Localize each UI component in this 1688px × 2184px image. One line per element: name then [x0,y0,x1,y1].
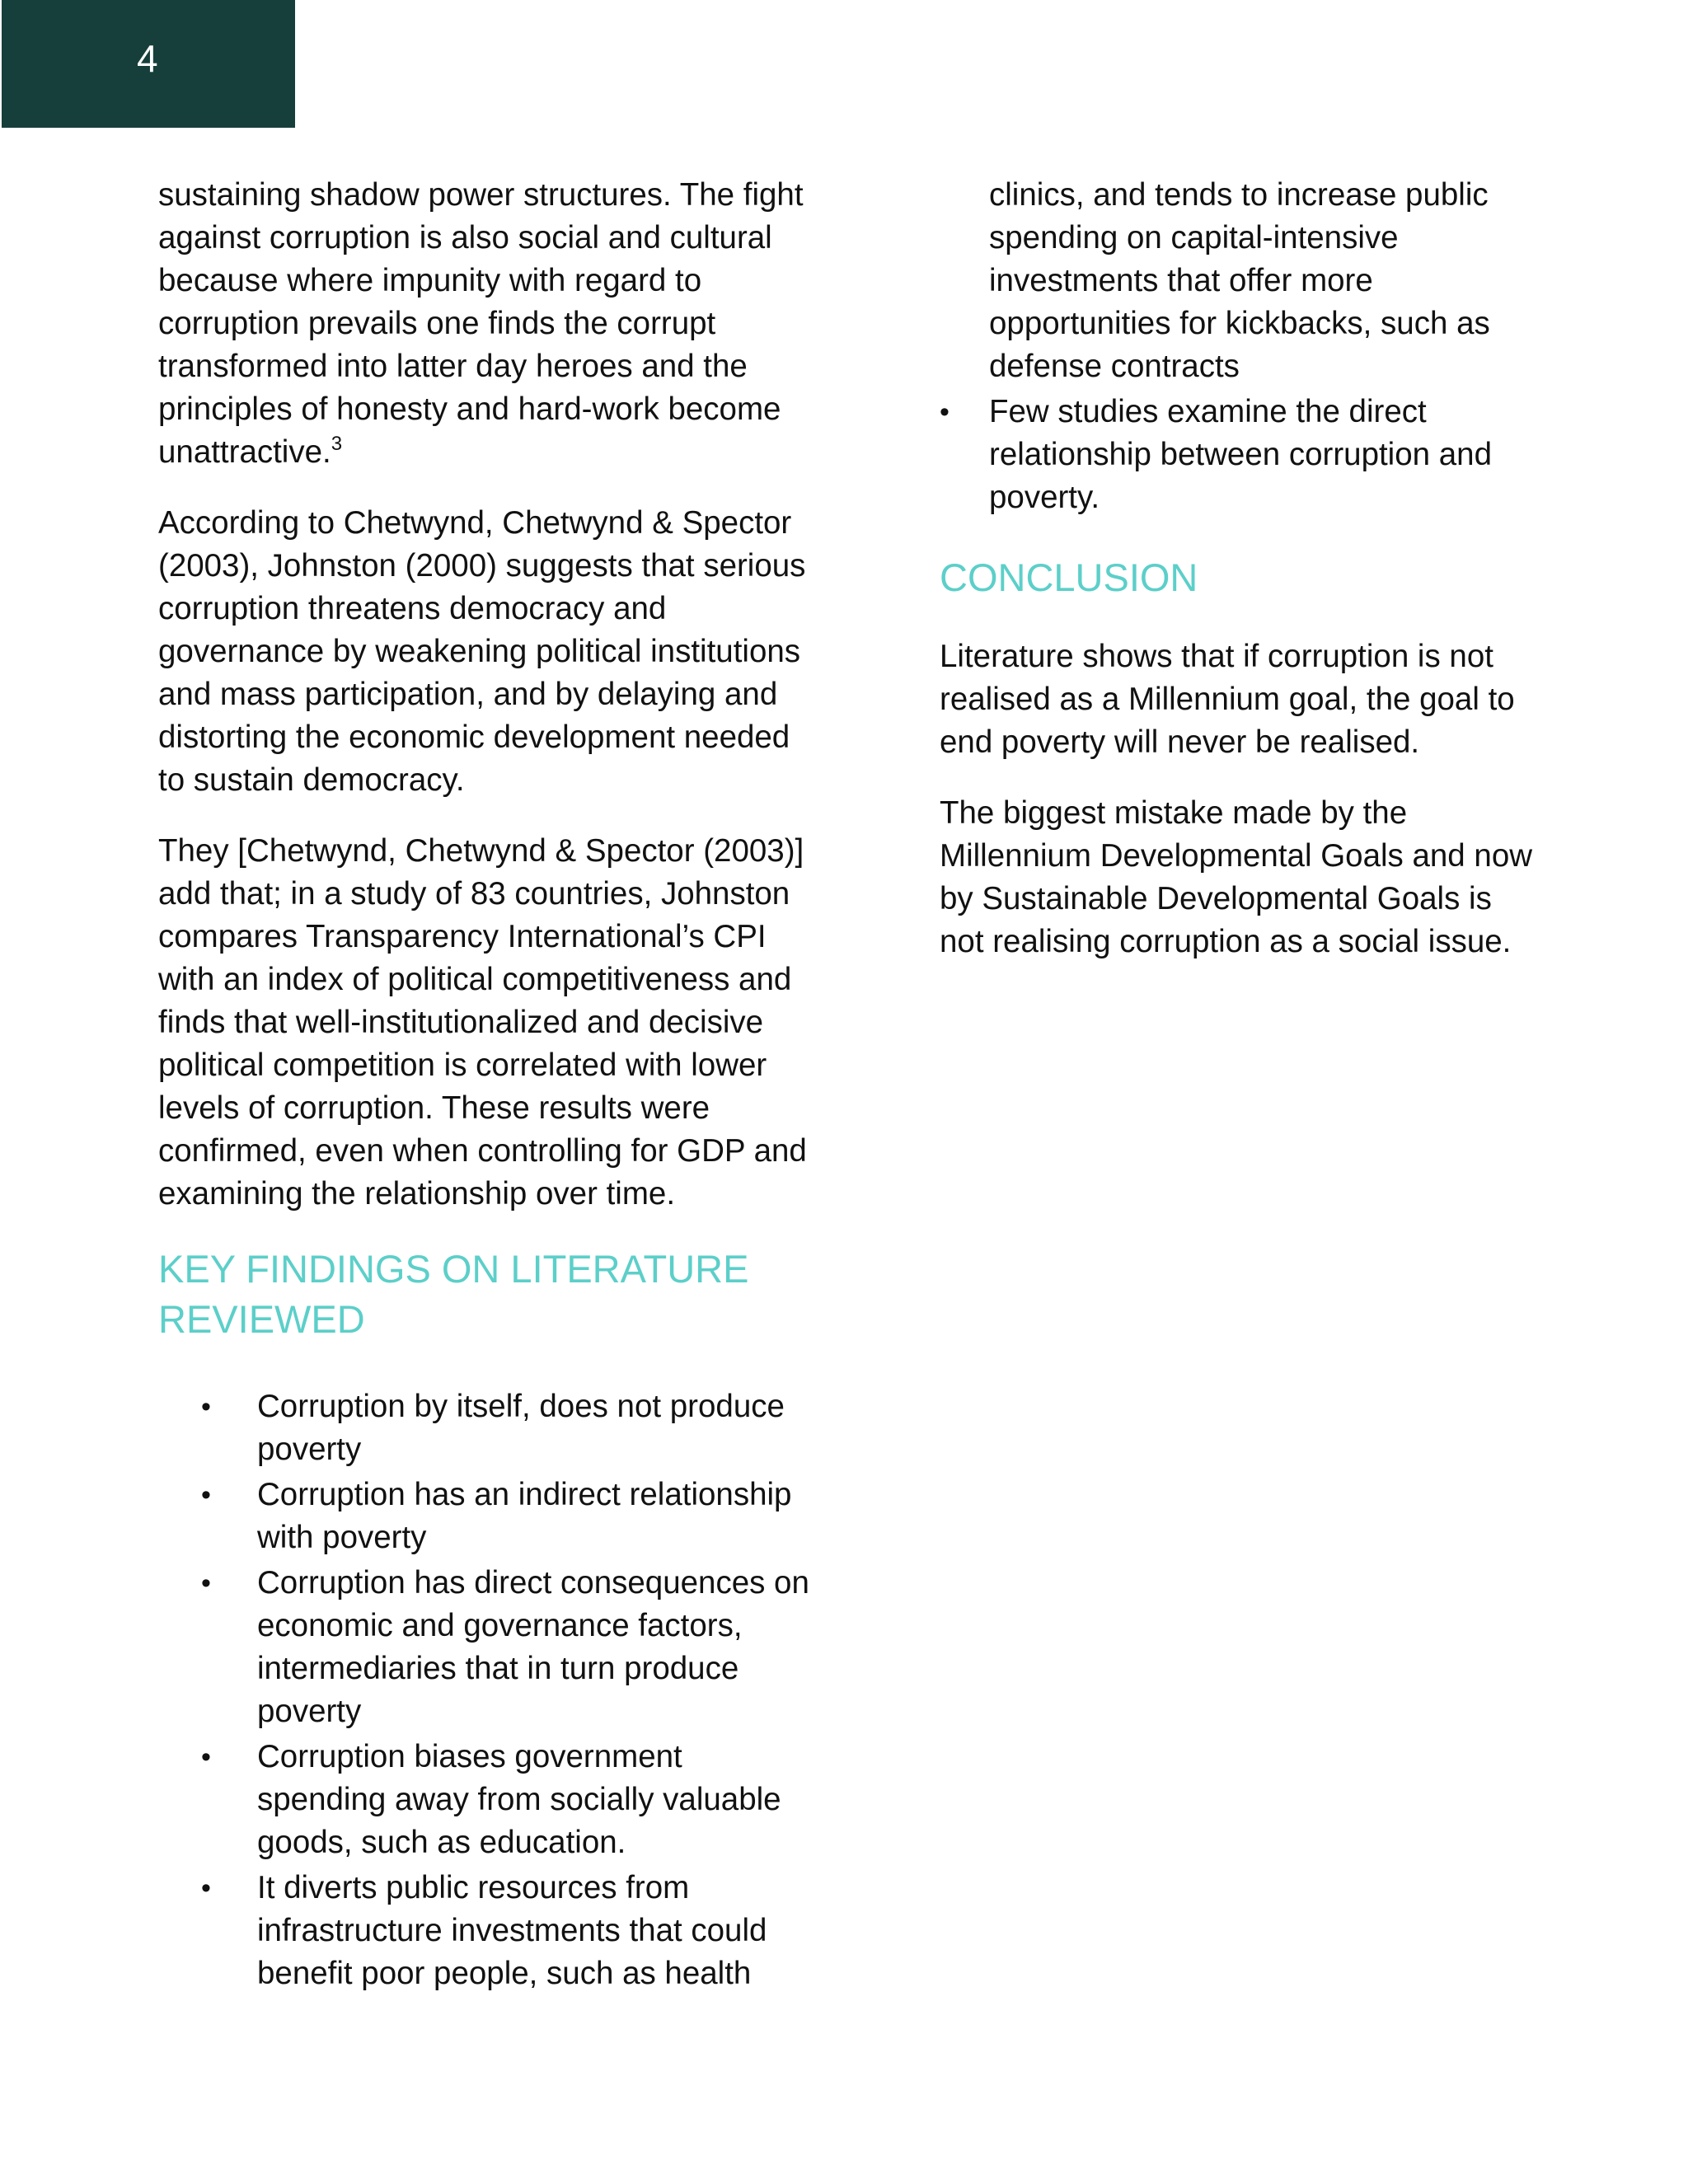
key-findings-list [158,1385,809,1995]
page-number-tab [2,0,295,128]
list-item: • Corruption has an indirect relationship with poverty [257,1474,809,1559]
footnote-reference[interactable]: 3 [331,433,343,455]
right-column [940,174,1533,991]
list-item: • Corruption by itself, does not produce poverty [257,1385,809,1471]
bullet-icon: • [940,396,950,428]
page-number: 4 [137,37,158,80]
body-paragraph: They [Chetwynd, Chetwynd & Spector (2003)] add that; in a study of 83 countries, Johnston compares Transparency International’s CPI with an index of political competitiveness and finds that well-institutionalized and decisive political competition is correlated with lower levels of corruption. These results were confirmed, even when controlling for GDP and examining the relationship over time. [158,833,807,1212]
bullet-icon: • [201,1741,211,1773]
bullet-icon: • [201,1568,211,1599]
body-paragraph: sustaining shadow power structures. The fight against corruption is also social and cultural because where impunity with regard to corruption prevails one finds the corrupt transformed into latter day heroes and the principles of honesty and hard-work become unattractive.$^3$ [158,177,804,470]
key-findings-list-continued [940,174,1533,519]
body-paragraph: Literature shows that if corruption is not realised as a Millennium goal, the goal to end poverty will never be realised. [940,639,1515,760]
left-column [158,174,809,1998]
list-item: • Corruption has direct consequences on economic and governance factors, intermediaries that in turn produce poverty [257,1562,809,1733]
section-heading-conclusion: CONCLUSION [940,555,1198,599]
list-item: • It diverts public resources from infrastructure investments that could benefit poor people, such as health [257,1867,809,1995]
body-paragraph: According to Chetwynd, Chetwynd & Spector (2003), Johnston (2000) suggests that serious corruption threatens democracy and governance by weakening political institutions and mass participation, and by delaying and distorting the economic development needed to sustain democracy. [158,505,806,798]
section-heading-key-findings: KEY FINDINGS ON LITERATURE REVIEWED [158,1247,749,1341]
bullet-icon: • [201,1872,211,1904]
bullet-icon: • [201,1391,211,1422]
bullet-icon: • [201,1479,211,1511]
list-item: • Corruption biases government spending away from socially valuable goods, such as education. [257,1736,809,1864]
body-paragraph: The biggest mistake made by the Millennium Developmental Goals and now by Sustainable Developmental Goals is not realising corruption as a social issue. [940,795,1533,959]
list-item: • Few studies examine the direct relationship between corruption and poverty. [989,391,1533,519]
list-item-continuation: clinics, and tends to increase public spending on capital-intensive investments that offer more opportunities for kickbacks, such as defense contracts [989,177,1490,384]
